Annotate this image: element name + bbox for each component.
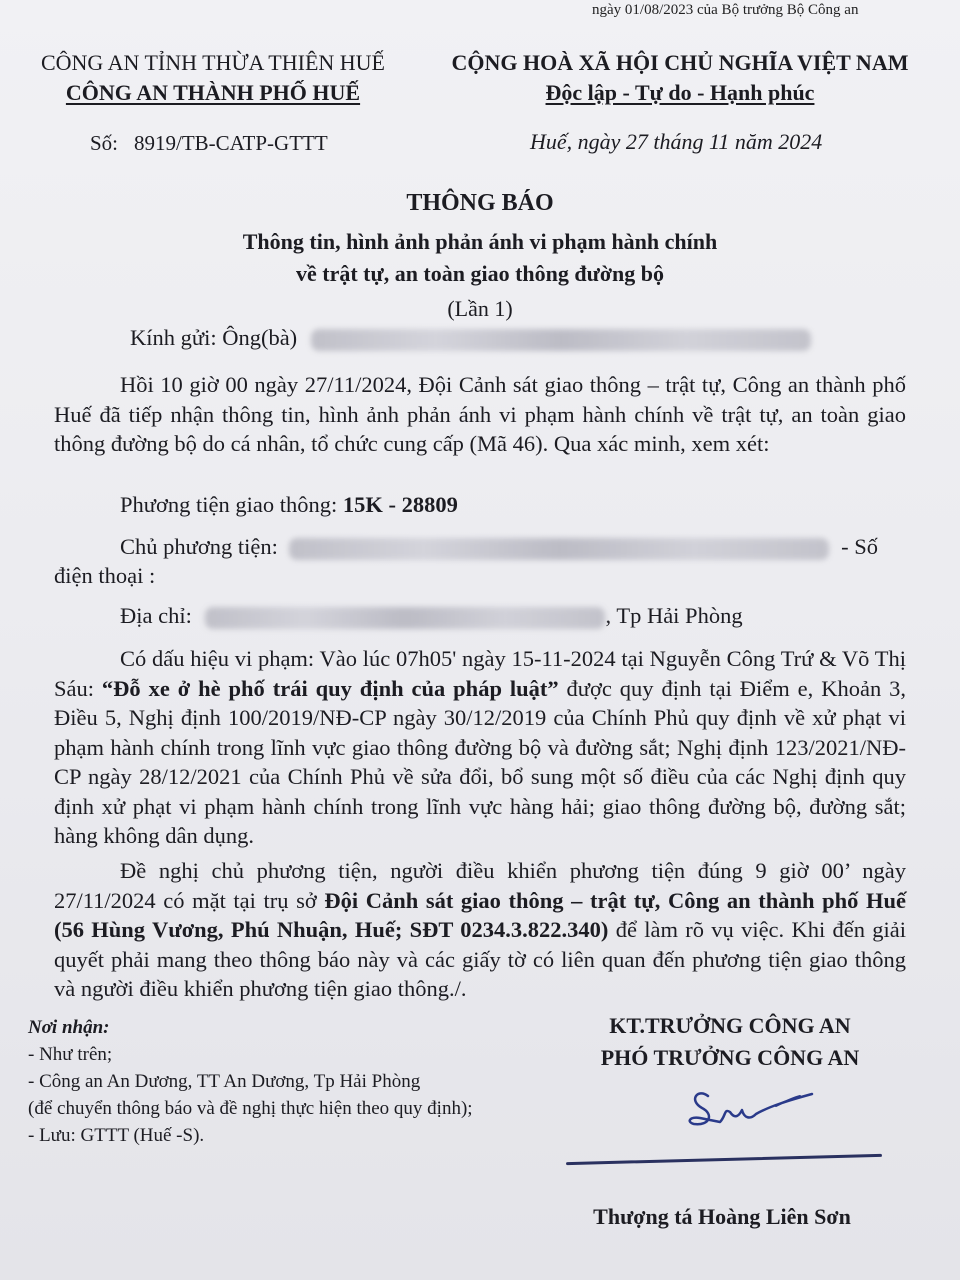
recipient-item: (để chuyển thông báo và đề nghị thực hiện theo quy định); bbox=[28, 1098, 473, 1119]
recipient-line bbox=[130, 325, 811, 351]
request-post: để làm rõ vụ việc. Khi đến giải quyết phải mang theo thông báo này và các giấy tờ có liên quan đến phương tiện giao thông và người điều khiển phương tiện giao thông./. bbox=[54, 917, 907, 1001]
signatory-title-2: PHÓ TRƯỞNG CÔNG AN bbox=[600, 1045, 860, 1070]
violation-pre: Có dấu hiệu vi phạm: Vào lúc 07h05' ngày 15-11-2024 tại Nguyễn Công Trứ & Võ Thị Sáu: bbox=[54, 646, 906, 701]
document-subtitle bbox=[0, 226, 960, 290]
address-line bbox=[120, 603, 743, 629]
address-label: Địa chỉ: bbox=[120, 603, 192, 628]
address-redacted bbox=[205, 607, 605, 629]
request-pre: Đề nghị chủ phương tiện, người điều khiển phương tiện đúng 9 giờ 00’ ngày 27/11/2024 có mặt tại trụ sở bbox=[54, 858, 906, 913]
signatory-title-1: KT.TRƯỞNG CÔNG AN bbox=[609, 1013, 851, 1038]
recipient-item: - Như trên; bbox=[28, 1044, 113, 1065]
request-bold: Đội Cảnh sát giao thông – trật tự, Công an thành phố Huế (56 Hùng Vương, Phú Nhuận, Huế; SĐT 0234.3.822.340) bbox=[54, 887, 906, 942]
paragraph-intro bbox=[54, 370, 906, 459]
recipient-redacted bbox=[311, 329, 811, 351]
owner-line bbox=[120, 534, 906, 560]
agency-parent: CÔNG AN TỈNH THỪA THIÊN HUẾ bbox=[40, 50, 385, 75]
document-date: Huế, ngày 27 tháng 11 năm 2024 bbox=[530, 129, 823, 154]
paragraph-request bbox=[54, 856, 906, 1004]
phone-label: điện thoại : bbox=[54, 563, 156, 588]
owner-label: Chủ phương tiện: bbox=[120, 534, 278, 559]
violation-post: được quy định tại Điểm e, Khoản 3, Điều 5, Nghị định 100/2019/NĐ-CP ngày 30/12/2019 của Chính Phủ quy định về xử phạt vi phạm hành chính trong lĩnh vực giao thông đường bộ và đường sắt; Nghị định 123/2021/NĐ-CP ngày 28/12/2021 của Chính Phủ về sửa đổi, bổ sung một số điều của các Nghị định quy định xử phạt vi phạm hành chính trong lĩnh vực hàng hải; giao thông đường bộ, đường sắt; hàng không dân dụng. bbox=[54, 675, 906, 848]
document-title: THÔNG BÁO bbox=[406, 190, 554, 216]
document-number bbox=[90, 131, 328, 156]
recipient-item: - Lưu: GTTT (Huế -S). bbox=[28, 1125, 205, 1146]
recipients-heading: Nơi nhận: bbox=[28, 1017, 110, 1038]
vehicle-label: Phương tiện giao thông: bbox=[120, 492, 338, 517]
violation-bold: “Đỗ xe ở hè phố trái quy định của pháp luật” bbox=[101, 675, 559, 701]
country-name: CỘNG HOÀ XÃ HỘI CHỦ NGHĨA VIỆT NAM bbox=[451, 50, 909, 75]
signatory-name: Thượng tá Hoàng Liên Sơn bbox=[593, 1204, 851, 1229]
recipient-label: Kính gửi: Ông(bà) bbox=[130, 325, 298, 350]
agency-name: CÔNG AN THÀNH PHỐ HUẾ bbox=[65, 80, 361, 105]
national-motto: Độc lập - Tự do - Hạnh phúc bbox=[545, 80, 815, 105]
signature-line bbox=[566, 1154, 882, 1165]
vehicle-plate: 15K - 28809 bbox=[342, 492, 458, 517]
issuing-agency-header bbox=[18, 48, 408, 108]
national-motto-header bbox=[420, 48, 940, 108]
document-number-label: Số: bbox=[90, 131, 119, 155]
document-number-value: 8919/TB-CATP-GTTT bbox=[134, 131, 328, 155]
recipients-block bbox=[28, 1014, 498, 1149]
paragraph-violation bbox=[54, 644, 906, 851]
subtitle-line-2: về trật tự, an toàn giao thông đường bộ bbox=[295, 261, 664, 286]
address-suffix: , Tp Hải Phòng bbox=[605, 603, 743, 628]
owner-redacted bbox=[289, 538, 829, 560]
handwritten-signature bbox=[680, 1078, 820, 1138]
intro-text: Hồi 10 giờ 00 ngày 27/11/2024, Đội Cảnh sát giao thông – trật tự, Công an thành phố Huế đã tiếp nhận thông tin, hình ảnh phản ánh vi phạm hành chính về trật tự, an toàn giao thông đường bộ do cá nhân, tổ chức cung cấp (Mã 46). Qua xác minh, xem xét: bbox=[54, 372, 906, 456]
vehicle-line bbox=[120, 492, 458, 518]
notice-count: (Lần 1) bbox=[447, 296, 513, 321]
subtitle-line-1: Thông tin, hình ảnh phản ánh vi phạm hành chính bbox=[242, 229, 718, 254]
top-note: ngày 01/08/2023 của Bộ trưởng Bộ Công an bbox=[592, 2, 859, 18]
owner-suffix: - Số bbox=[841, 534, 878, 559]
recipient-item: - Công an An Dương, TT An Dương, Tp Hải Phòng bbox=[28, 1071, 421, 1092]
